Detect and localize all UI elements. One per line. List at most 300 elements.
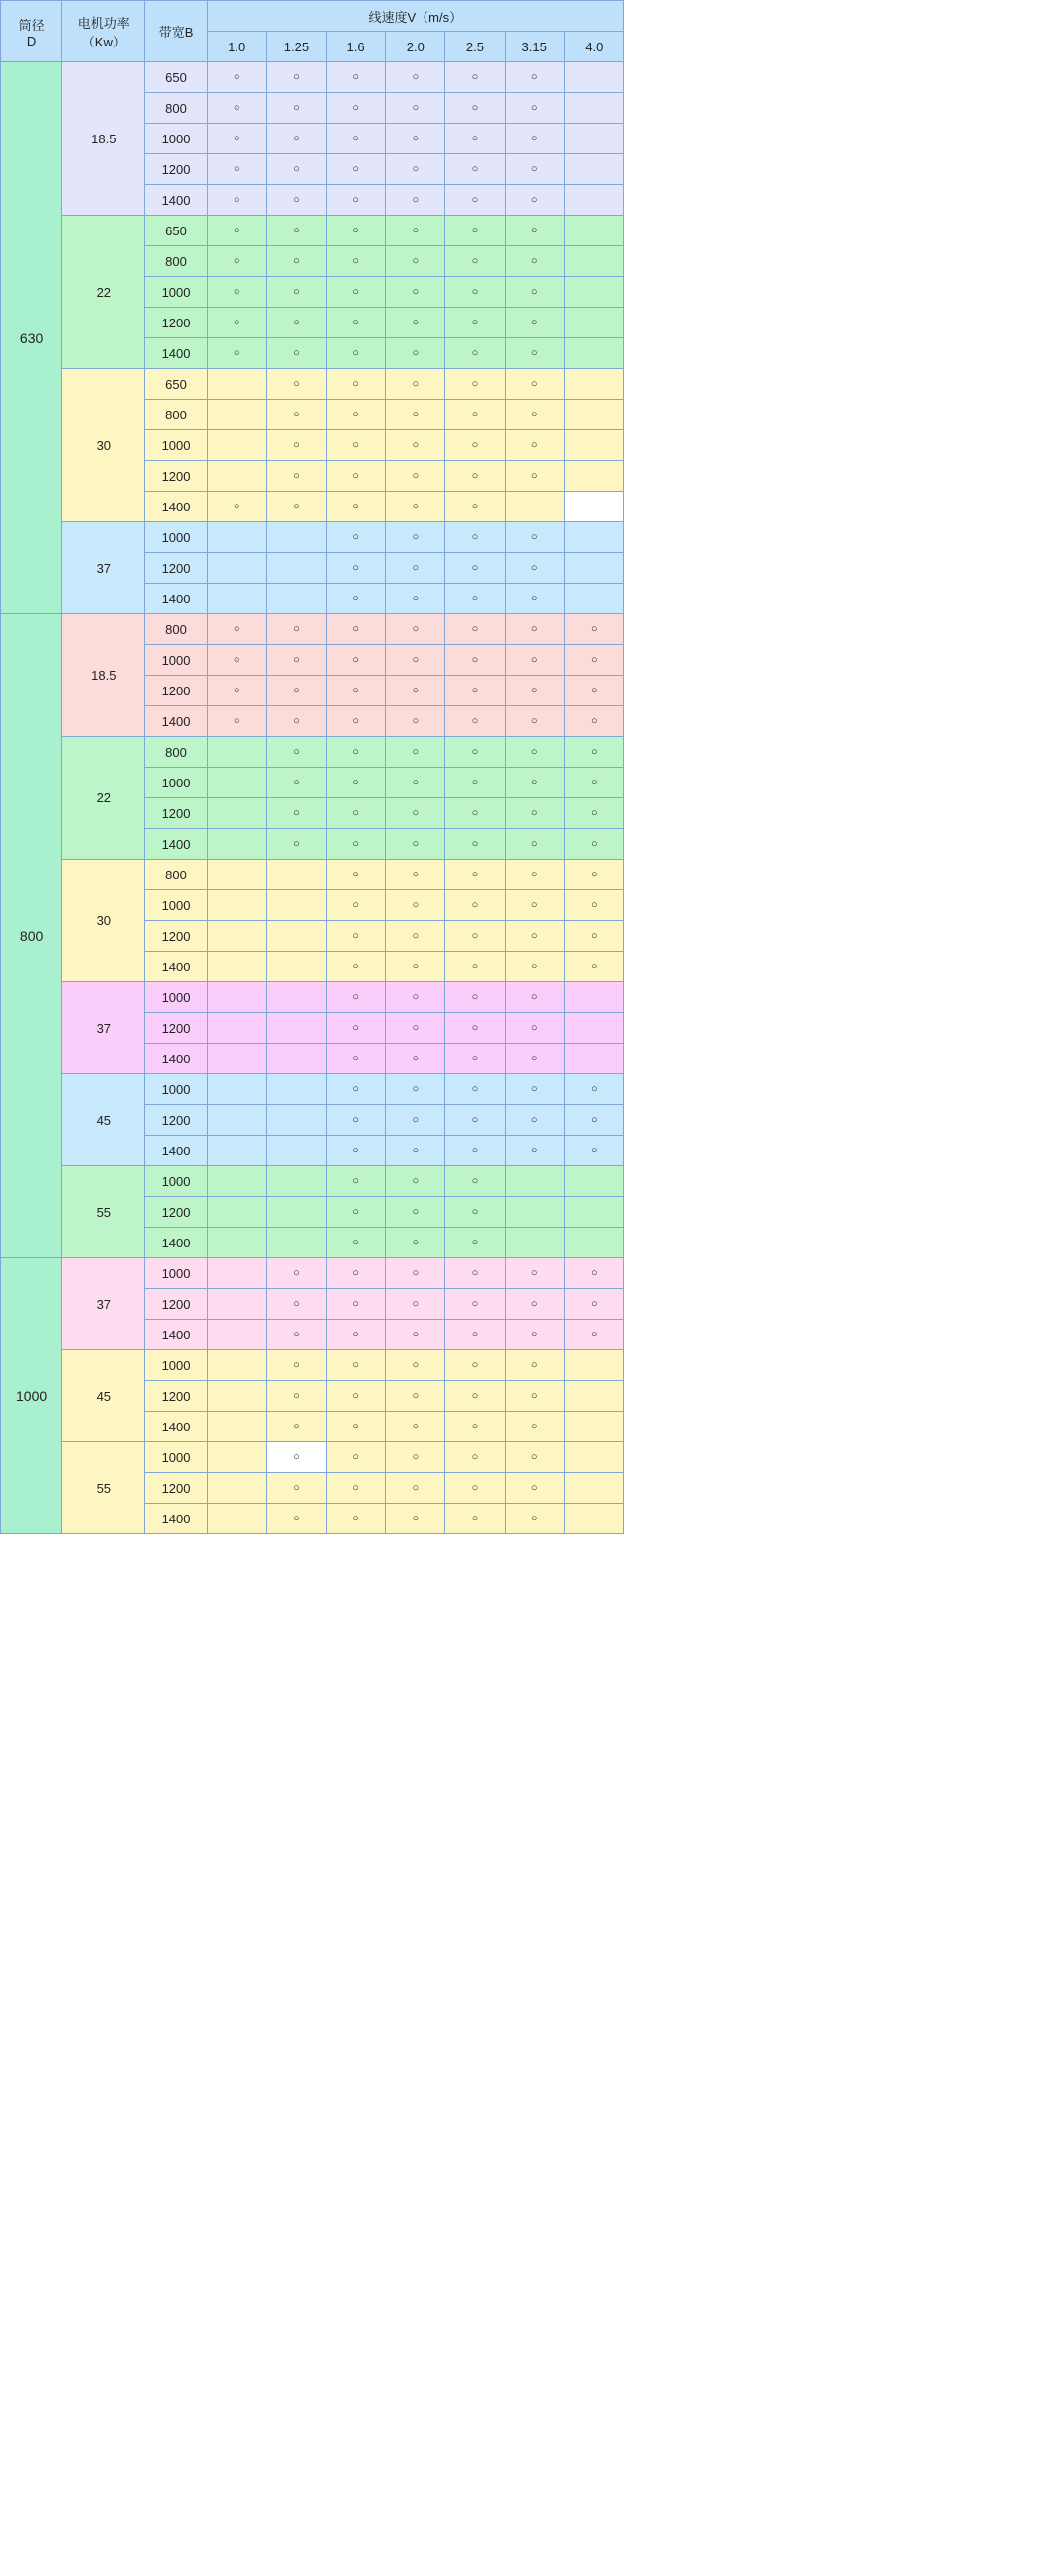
table-row [1, 1350, 624, 1381]
availability-mark-cell: ○ [327, 1258, 386, 1289]
availability-empty-cell [207, 1350, 266, 1381]
belt-width-cell: 1200 [145, 676, 207, 706]
availability-empty-cell [207, 553, 266, 584]
availability-empty-cell [564, 1473, 623, 1504]
availability-empty-cell [207, 1197, 266, 1228]
table-row [1, 62, 624, 93]
availability-empty-cell [564, 185, 623, 216]
availability-mark-cell: ○ [327, 277, 386, 308]
table-row [1, 860, 624, 890]
availability-mark-cell: ○ [266, 614, 326, 645]
availability-empty-cell [564, 369, 623, 400]
availability-mark-cell: ○ [386, 308, 445, 338]
availability-mark-cell: ○ [207, 308, 266, 338]
availability-mark-cell: ○ [445, 829, 505, 860]
availability-mark-cell: ○ [505, 1381, 564, 1412]
belt-width-cell: 1000 [145, 645, 207, 676]
availability-mark-cell: ○ [266, 1473, 326, 1504]
availability-mark-cell: ○ [445, 1228, 505, 1258]
availability-empty-cell [207, 1442, 266, 1473]
availability-mark-cell: ○ [564, 860, 623, 890]
availability-mark-cell: ○ [505, 1074, 564, 1105]
belt-width-cell: 1200 [145, 1381, 207, 1412]
availability-mark-cell: ○ [266, 338, 326, 369]
availability-mark-cell: ○ [266, 1442, 326, 1473]
belt-width-cell: 650 [145, 216, 207, 246]
availability-mark-cell: ○ [327, 185, 386, 216]
availability-empty-cell [564, 492, 623, 522]
availability-mark-cell: ○ [505, 982, 564, 1013]
header-drum-diameter [1, 1, 62, 62]
belt-width-cell: 1400 [145, 1228, 207, 1258]
availability-mark-cell: ○ [445, 1442, 505, 1473]
availability-mark-cell: ○ [505, 768, 564, 798]
availability-mark-cell: ○ [445, 1136, 505, 1166]
availability-mark-cell: ○ [386, 1044, 445, 1074]
availability-mark-cell: ○ [266, 1381, 326, 1412]
availability-mark-cell: ○ [327, 921, 386, 952]
availability-mark-cell: ○ [445, 982, 505, 1013]
belt-width-cell: 1400 [145, 1320, 207, 1350]
availability-empty-cell [564, 553, 623, 584]
availability-empty-cell [564, 430, 623, 461]
availability-mark-cell: ○ [327, 737, 386, 768]
belt-width-cell: 800 [145, 614, 207, 645]
availability-empty-cell [207, 461, 266, 492]
availability-empty-cell [564, 246, 623, 277]
availability-mark-cell: ○ [386, 522, 445, 553]
availability-mark-cell: ○ [505, 921, 564, 952]
belt-width-cell: 1400 [145, 1412, 207, 1442]
availability-mark-cell: ○ [564, 706, 623, 737]
availability-mark-cell: ○ [327, 369, 386, 400]
belt-width-cell: 1000 [145, 522, 207, 553]
availability-mark-cell: ○ [327, 308, 386, 338]
belt-width-cell: 1400 [145, 338, 207, 369]
header-speed-1.25: 1.25 [266, 32, 326, 62]
table-row [1, 1258, 624, 1289]
motor-power-cell: 37 [62, 522, 145, 614]
availability-mark-cell: ○ [445, 308, 505, 338]
availability-mark-cell: ○ [505, 400, 564, 430]
availability-mark-cell: ○ [505, 706, 564, 737]
belt-width-cell: 1200 [145, 1013, 207, 1044]
availability-mark-cell: ○ [266, 400, 326, 430]
availability-empty-cell [564, 982, 623, 1013]
availability-mark-cell: ○ [207, 614, 266, 645]
availability-mark-cell: ○ [505, 1258, 564, 1289]
availability-mark-cell: ○ [327, 492, 386, 522]
availability-empty-cell [564, 62, 623, 93]
availability-mark-cell: ○ [505, 614, 564, 645]
header-speed-3.15: 3.15 [505, 32, 564, 62]
availability-mark-cell: ○ [386, 1289, 445, 1320]
motor-power-cell: 22 [62, 216, 145, 369]
availability-mark-cell: ○ [564, 1136, 623, 1166]
availability-empty-cell [207, 1105, 266, 1136]
availability-mark-cell: ○ [327, 1412, 386, 1442]
availability-empty-cell [266, 982, 326, 1013]
availability-mark-cell: ○ [564, 1258, 623, 1289]
availability-empty-cell [564, 93, 623, 124]
belt-width-cell: 800 [145, 737, 207, 768]
availability-mark-cell: ○ [327, 1228, 386, 1258]
availability-mark-cell: ○ [327, 1320, 386, 1350]
availability-mark-cell: ○ [564, 676, 623, 706]
table-row [1, 216, 624, 246]
motor-power-cell: 22 [62, 737, 145, 860]
availability-mark-cell: ○ [445, 1105, 505, 1136]
availability-mark-cell: ○ [386, 860, 445, 890]
availability-empty-cell [266, 921, 326, 952]
availability-empty-cell [266, 1166, 326, 1197]
availability-mark-cell: ○ [327, 154, 386, 185]
availability-empty-cell [564, 277, 623, 308]
availability-mark-cell: ○ [207, 154, 266, 185]
availability-mark-cell: ○ [207, 62, 266, 93]
availability-mark-cell: ○ [266, 645, 326, 676]
header-motor-power [62, 1, 145, 62]
availability-mark-cell: ○ [266, 492, 326, 522]
availability-mark-cell: ○ [505, 185, 564, 216]
availability-mark-cell: ○ [564, 768, 623, 798]
availability-mark-cell: ○ [445, 124, 505, 154]
availability-mark-cell: ○ [327, 829, 386, 860]
availability-mark-cell: ○ [327, 216, 386, 246]
availability-mark-cell: ○ [327, 584, 386, 614]
availability-mark-cell: ○ [386, 1228, 445, 1258]
availability-empty-cell [207, 400, 266, 430]
availability-empty-cell [505, 492, 564, 522]
availability-mark-cell: ○ [445, 1258, 505, 1289]
belt-width-cell: 1200 [145, 1105, 207, 1136]
availability-mark-cell: ○ [505, 890, 564, 921]
availability-mark-cell: ○ [266, 154, 326, 185]
availability-mark-cell: ○ [386, 584, 445, 614]
availability-mark-cell: ○ [327, 1013, 386, 1044]
availability-mark-cell: ○ [207, 645, 266, 676]
availability-mark-cell: ○ [505, 93, 564, 124]
availability-mark-cell: ○ [445, 216, 505, 246]
header-speed-4.0: 4.0 [564, 32, 623, 62]
availability-empty-cell [564, 338, 623, 369]
availability-empty-cell [505, 1166, 564, 1197]
belt-width-cell: 1400 [145, 1504, 207, 1534]
motor-power-cell: 30 [62, 860, 145, 982]
availability-mark-cell: ○ [505, 461, 564, 492]
availability-mark-cell: ○ [266, 1504, 326, 1534]
availability-mark-cell: ○ [207, 216, 266, 246]
availability-mark-cell: ○ [327, 768, 386, 798]
availability-mark-cell: ○ [564, 829, 623, 860]
availability-mark-cell: ○ [505, 798, 564, 829]
availability-empty-cell [207, 1412, 266, 1442]
availability-empty-cell [207, 829, 266, 860]
availability-mark-cell: ○ [386, 154, 445, 185]
availability-mark-cell: ○ [327, 430, 386, 461]
availability-mark-cell: ○ [266, 93, 326, 124]
availability-mark-cell: ○ [445, 1350, 505, 1381]
availability-mark-cell: ○ [266, 216, 326, 246]
availability-empty-cell [564, 1228, 623, 1258]
availability-mark-cell: ○ [386, 1473, 445, 1504]
availability-mark-cell: ○ [445, 1473, 505, 1504]
motor-power-cell: 55 [62, 1442, 145, 1534]
availability-mark-cell: ○ [386, 1350, 445, 1381]
availability-empty-cell [266, 860, 326, 890]
table-row [1, 522, 624, 553]
availability-empty-cell [207, 860, 266, 890]
availability-empty-cell [266, 584, 326, 614]
header-motor-power-line2: （Kw） [81, 34, 126, 49]
availability-mark-cell: ○ [445, 676, 505, 706]
availability-empty-cell [266, 952, 326, 982]
availability-mark-cell: ○ [386, 1074, 445, 1105]
drum-diameter-cell: 800 [1, 614, 62, 1258]
availability-mark-cell: ○ [266, 1320, 326, 1350]
availability-mark-cell: ○ [386, 1381, 445, 1412]
availability-mark-cell: ○ [445, 369, 505, 400]
availability-empty-cell [207, 921, 266, 952]
availability-mark-cell: ○ [505, 216, 564, 246]
drum-motor-speed-spec-table [0, 0, 624, 1534]
availability-mark-cell: ○ [386, 1442, 445, 1473]
belt-width-cell: 800 [145, 246, 207, 277]
availability-mark-cell: ○ [386, 952, 445, 982]
table-row [1, 1074, 624, 1105]
availability-mark-cell: ○ [327, 1166, 386, 1197]
availability-mark-cell: ○ [564, 952, 623, 982]
availability-empty-cell [207, 1504, 266, 1534]
availability-mark-cell: ○ [266, 185, 326, 216]
availability-mark-cell: ○ [386, 921, 445, 952]
table-header [1, 1, 624, 62]
availability-mark-cell: ○ [327, 124, 386, 154]
availability-empty-cell [207, 737, 266, 768]
availability-empty-cell [207, 584, 266, 614]
availability-mark-cell: ○ [266, 308, 326, 338]
availability-mark-cell: ○ [386, 829, 445, 860]
availability-mark-cell: ○ [445, 400, 505, 430]
availability-empty-cell [564, 1013, 623, 1044]
availability-mark-cell: ○ [386, 1504, 445, 1534]
motor-power-cell: 45 [62, 1074, 145, 1166]
availability-mark-cell: ○ [564, 645, 623, 676]
availability-mark-cell: ○ [327, 338, 386, 369]
availability-mark-cell: ○ [266, 706, 326, 737]
availability-mark-cell: ○ [445, 1013, 505, 1044]
availability-mark-cell: ○ [386, 706, 445, 737]
availability-empty-cell [207, 1228, 266, 1258]
belt-width-cell: 1400 [145, 185, 207, 216]
availability-mark-cell: ○ [327, 890, 386, 921]
availability-mark-cell: ○ [266, 1289, 326, 1320]
table-row [1, 737, 624, 768]
availability-empty-cell [505, 1197, 564, 1228]
availability-mark-cell: ○ [266, 277, 326, 308]
availability-empty-cell [207, 369, 266, 400]
header-motor-power-line1: 电机功率 [77, 15, 130, 31]
availability-mark-cell: ○ [327, 645, 386, 676]
availability-mark-cell: ○ [505, 1105, 564, 1136]
availability-empty-cell [505, 1228, 564, 1258]
availability-mark-cell: ○ [505, 1442, 564, 1473]
availability-mark-cell: ○ [564, 1289, 623, 1320]
header-drum-diameter-line1: 筒径 [18, 17, 45, 33]
header-speed-2.5: 2.5 [445, 32, 505, 62]
availability-mark-cell: ○ [505, 1473, 564, 1504]
availability-mark-cell: ○ [505, 338, 564, 369]
header-line-speed: 线速度V（m/s） [207, 1, 623, 32]
availability-empty-cell [564, 400, 623, 430]
availability-empty-cell [266, 890, 326, 921]
belt-width-cell: 1400 [145, 952, 207, 982]
availability-mark-cell: ○ [386, 185, 445, 216]
availability-mark-cell: ○ [386, 369, 445, 400]
availability-mark-cell: ○ [505, 62, 564, 93]
availability-mark-cell: ○ [386, 492, 445, 522]
availability-mark-cell: ○ [564, 614, 623, 645]
availability-mark-cell: ○ [505, 860, 564, 890]
availability-mark-cell: ○ [266, 829, 326, 860]
availability-mark-cell: ○ [327, 614, 386, 645]
availability-mark-cell: ○ [327, 1381, 386, 1412]
availability-mark-cell: ○ [445, 706, 505, 737]
table-body [1, 62, 624, 1534]
motor-power-cell: 18.5 [62, 62, 145, 216]
availability-mark-cell: ○ [445, 798, 505, 829]
belt-width-cell: 1000 [145, 768, 207, 798]
belt-width-cell: 650 [145, 62, 207, 93]
availability-mark-cell: ○ [327, 522, 386, 553]
belt-width-cell: 1000 [145, 124, 207, 154]
availability-mark-cell: ○ [564, 890, 623, 921]
availability-mark-cell: ○ [327, 860, 386, 890]
availability-mark-cell: ○ [327, 1473, 386, 1504]
header-speed-2.0: 2.0 [386, 32, 445, 62]
availability-mark-cell: ○ [445, 1044, 505, 1074]
availability-mark-cell: ○ [386, 1197, 445, 1228]
availability-mark-cell: ○ [445, 737, 505, 768]
availability-mark-cell: ○ [505, 553, 564, 584]
belt-width-cell: 1400 [145, 492, 207, 522]
availability-empty-cell [207, 1473, 266, 1504]
belt-width-cell: 1000 [145, 1258, 207, 1289]
availability-empty-cell [207, 1074, 266, 1105]
availability-mark-cell: ○ [386, 430, 445, 461]
belt-width-cell: 1000 [145, 1166, 207, 1197]
availability-empty-cell [564, 1381, 623, 1412]
availability-mark-cell: ○ [564, 737, 623, 768]
availability-mark-cell: ○ [445, 553, 505, 584]
availability-empty-cell [207, 1320, 266, 1350]
availability-mark-cell: ○ [445, 890, 505, 921]
availability-mark-cell: ○ [505, 124, 564, 154]
availability-mark-cell: ○ [505, 1013, 564, 1044]
availability-empty-cell [207, 890, 266, 921]
availability-mark-cell: ○ [445, 584, 505, 614]
availability-empty-cell [207, 982, 266, 1013]
availability-mark-cell: ○ [386, 768, 445, 798]
availability-empty-cell [266, 1074, 326, 1105]
availability-empty-cell [207, 522, 266, 553]
table-row [1, 614, 624, 645]
availability-mark-cell: ○ [327, 400, 386, 430]
availability-mark-cell: ○ [445, 1412, 505, 1442]
availability-empty-cell [266, 1197, 326, 1228]
availability-mark-cell: ○ [266, 798, 326, 829]
availability-mark-cell: ○ [445, 952, 505, 982]
availability-mark-cell: ○ [505, 246, 564, 277]
availability-mark-cell: ○ [445, 461, 505, 492]
availability-mark-cell: ○ [564, 921, 623, 952]
belt-width-cell: 1400 [145, 829, 207, 860]
availability-mark-cell: ○ [445, 185, 505, 216]
availability-mark-cell: ○ [386, 338, 445, 369]
belt-width-cell: 1200 [145, 798, 207, 829]
availability-mark-cell: ○ [386, 1258, 445, 1289]
belt-width-cell: 1000 [145, 982, 207, 1013]
availability-mark-cell: ○ [266, 1412, 326, 1442]
motor-power-cell: 18.5 [62, 614, 145, 737]
availability-mark-cell: ○ [266, 676, 326, 706]
availability-mark-cell: ○ [505, 1136, 564, 1166]
availability-mark-cell: ○ [327, 1105, 386, 1136]
availability-empty-cell [266, 1228, 326, 1258]
availability-mark-cell: ○ [445, 1320, 505, 1350]
drum-diameter-cell: 630 [1, 62, 62, 614]
availability-mark-cell: ○ [327, 952, 386, 982]
availability-empty-cell [266, 1013, 326, 1044]
availability-empty-cell [564, 461, 623, 492]
belt-width-cell: 1000 [145, 277, 207, 308]
availability-mark-cell: ○ [207, 277, 266, 308]
availability-empty-cell [266, 1044, 326, 1074]
availability-empty-cell [564, 1350, 623, 1381]
availability-mark-cell: ○ [386, 798, 445, 829]
availability-empty-cell [564, 584, 623, 614]
availability-mark-cell: ○ [327, 553, 386, 584]
availability-mark-cell: ○ [386, 890, 445, 921]
motor-power-cell: 37 [62, 982, 145, 1074]
availability-mark-cell: ○ [207, 338, 266, 369]
availability-empty-cell [564, 124, 623, 154]
availability-mark-cell: ○ [505, 1504, 564, 1534]
availability-mark-cell: ○ [386, 1013, 445, 1044]
motor-power-cell: 30 [62, 369, 145, 522]
belt-width-cell: 1000 [145, 1442, 207, 1473]
availability-empty-cell [564, 1442, 623, 1473]
availability-empty-cell [564, 216, 623, 246]
availability-mark-cell: ○ [445, 921, 505, 952]
availability-mark-cell: ○ [266, 1350, 326, 1381]
availability-empty-cell [207, 798, 266, 829]
availability-mark-cell: ○ [445, 338, 505, 369]
availability-mark-cell: ○ [327, 982, 386, 1013]
availability-empty-cell [207, 1289, 266, 1320]
availability-mark-cell: ○ [266, 124, 326, 154]
availability-mark-cell: ○ [207, 93, 266, 124]
availability-mark-cell: ○ [505, 645, 564, 676]
availability-empty-cell [564, 1166, 623, 1197]
availability-mark-cell: ○ [445, 62, 505, 93]
availability-mark-cell: ○ [266, 369, 326, 400]
availability-mark-cell: ○ [505, 154, 564, 185]
availability-mark-cell: ○ [327, 1350, 386, 1381]
availability-mark-cell: ○ [327, 1074, 386, 1105]
availability-mark-cell: ○ [505, 308, 564, 338]
availability-mark-cell: ○ [386, 277, 445, 308]
